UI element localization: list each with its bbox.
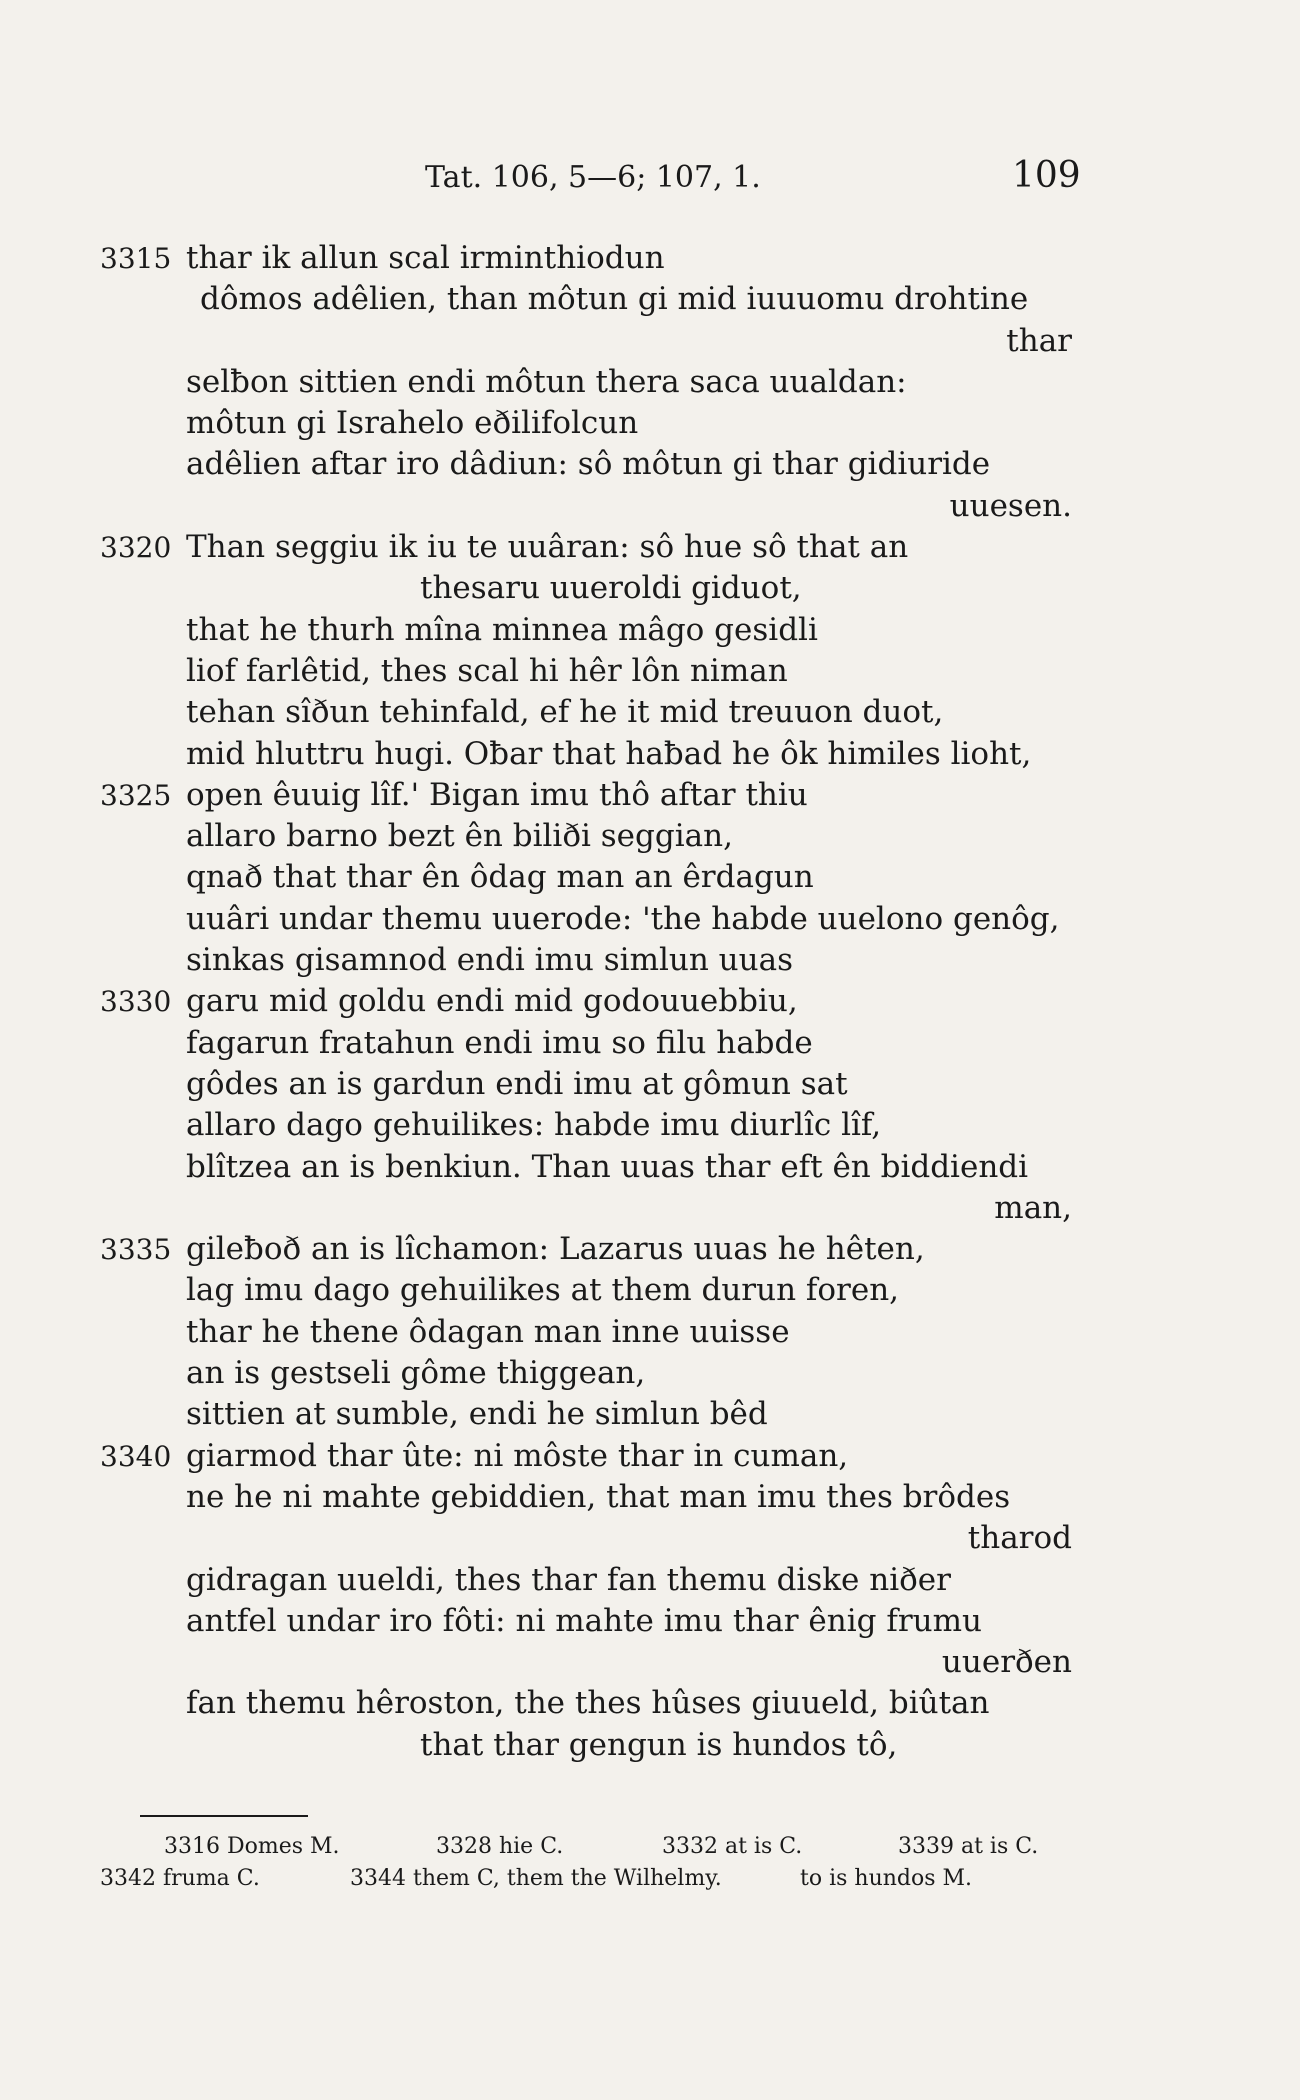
verse-line-continuation	[0, 1642, 1300, 1683]
footnote: 3332 at is C.	[662, 1834, 803, 1859]
footnote: 3316 Domes M.	[164, 1834, 340, 1859]
verse-line	[0, 651, 1300, 692]
line-number: 3340	[100, 1439, 172, 1473]
verse-line	[0, 444, 1300, 485]
verse-line	[0, 362, 1300, 403]
line-number: 3315	[100, 242, 172, 275]
line-number: 3330	[100, 985, 172, 1019]
line-text: dômos adêlien, than môtun gi mid iuuuomu drohtine	[200, 281, 1029, 318]
verse-line	[0, 981, 1300, 1022]
line-text: lag imu dago gehuilikes at them durun foren,	[186, 1272, 900, 1309]
line-text: thar he thene ôdagan man inne uuisse	[186, 1313, 790, 1350]
footnote-rule	[140, 1815, 308, 1817]
verse-line	[0, 238, 1300, 279]
verse-line	[0, 1683, 1300, 1724]
line-text: uuerðen	[941, 1644, 1072, 1681]
verse-line	[0, 279, 1300, 320]
line-text: adêlien aftar iro dâdiun: sô môtun gi thar gidiuride	[186, 446, 991, 483]
verse-line	[0, 1353, 1300, 1394]
verse-line	[0, 1023, 1300, 1064]
line-text: gidragan uueldi, thes thar fan themu diske niðer	[186, 1561, 951, 1598]
line-text: fagarun fratahun endi imu so filu habde	[186, 1024, 813, 1061]
verse-line	[0, 610, 1300, 651]
line-text: thar	[1006, 322, 1072, 359]
verse-line	[0, 1560, 1300, 1601]
verse-line	[0, 527, 1300, 568]
verse-line	[0, 940, 1300, 981]
line-text: allaro dago gehuilikes: habde imu diurlîc lîf,	[186, 1107, 882, 1144]
verse-line-continuation	[0, 1518, 1300, 1559]
verse-line-continuation	[0, 1188, 1300, 1229]
line-text: môtun gi Israhelo eðilifolcun	[186, 405, 639, 442]
line-text: antfel undar iro fôti: ni mahte imu thar ênig frumu	[186, 1602, 982, 1639]
verse-line	[0, 1477, 1300, 1518]
verse-line	[0, 1105, 1300, 1146]
page-number: 109	[1012, 155, 1081, 196]
verse-text	[0, 238, 1300, 1766]
line-text: thesaru uueroldi giduot,	[420, 570, 802, 607]
verse-line	[0, 1394, 1300, 1435]
verse-line-continuation	[0, 486, 1300, 527]
line-text: Than seggiu ik iu te uuâran: sô hue sô that an	[186, 529, 909, 566]
verse-line	[0, 1312, 1300, 1353]
line-text: uuâri undar themu uuerode: 'the habde uuelono genôg,	[186, 900, 1060, 937]
line-text: fan themu hêroston, the thes hûses giuueld, biûtan	[186, 1685, 990, 1722]
line-text: garu mid goldu endi mid godouuebbiu,	[186, 983, 798, 1020]
verse-line	[0, 899, 1300, 940]
verse-line	[0, 1436, 1300, 1477]
line-number: 3335	[100, 1233, 172, 1267]
header-reference: Tat. 106, 5—6; 107, 1.	[425, 160, 761, 195]
line-text: blîtzea an is benkiun. Than uuas thar eft ên biddiendi	[186, 1148, 1029, 1185]
verse-line	[0, 816, 1300, 857]
line-number: 3320	[100, 531, 172, 565]
verse-line	[0, 1601, 1300, 1642]
line-text: that he thurh mîna minnea mâgo gesidli	[186, 611, 818, 648]
footnote: to is hundos M.	[800, 1866, 973, 1891]
line-text: allaro barno bezt ên biliði seggian,	[186, 818, 733, 855]
verse-line	[0, 857, 1300, 898]
line-number: 3325	[100, 778, 172, 812]
verse-line	[0, 692, 1300, 733]
line-text: qnað that thar ên ôdag man an êrdagun	[186, 859, 814, 896]
verse-line	[0, 775, 1300, 816]
verse-line	[0, 734, 1300, 775]
line-text: liof farlêtid, thes scal hi hêr lôn niman	[186, 652, 788, 689]
footnote: 3342 fruma C.	[100, 1866, 260, 1891]
line-text: thar ik allun scal irminthiodun	[186, 240, 665, 276]
line-text: man,	[994, 1189, 1072, 1226]
line-text: sittien at sumble, endi he simlun bêd	[186, 1396, 768, 1433]
verse-line-continuation	[0, 321, 1300, 362]
line-text: selƀon sittien endi môtun thera saca uualdan:	[186, 363, 907, 400]
line-text: open êuuig lîf.' Bigan imu thô aftar thiu	[186, 776, 808, 813]
line-text: tharod	[967, 1520, 1072, 1557]
line-text: gôdes an is gardun endi imu at gômun sat	[186, 1065, 848, 1102]
line-text: an is gestseli gôme thiggean,	[186, 1355, 646, 1392]
line-text: uuesen.	[949, 487, 1072, 524]
line-text: sinkas gisamnod endi imu simlun uuas	[186, 942, 793, 979]
verse-line-continuation	[0, 568, 1300, 609]
verse-line	[0, 1270, 1300, 1311]
verse-line	[0, 1147, 1300, 1188]
verse-line	[0, 403, 1300, 444]
line-text: ne he ni mahte gebiddien, that man imu thes brôdes	[186, 1478, 1011, 1515]
verse-line	[0, 1229, 1300, 1270]
verse-line	[0, 1064, 1300, 1105]
footnote: 3328 hie C.	[436, 1834, 564, 1859]
line-text: tehan sîðun tehinfald, ef he it mid treuuon duot,	[186, 694, 944, 731]
running-header	[0, 155, 1300, 205]
line-text: that thar gengun is hundos tô,	[420, 1726, 898, 1763]
line-text: mid hluttru hugi. Oƀar that haƀad he ôk himiles lioht,	[186, 735, 1032, 772]
footnote: 3344 them C, them the Wilhelmy.	[350, 1866, 722, 1891]
line-text: gileƀoð an is lîchamon: Lazarus uuas he hêten,	[186, 1231, 925, 1268]
line-text: giarmod thar ûte: ni môste thar in cuman,	[186, 1437, 849, 1474]
footnote: 3339 at is C.	[898, 1834, 1039, 1859]
verse-line-continuation	[0, 1725, 1300, 1766]
